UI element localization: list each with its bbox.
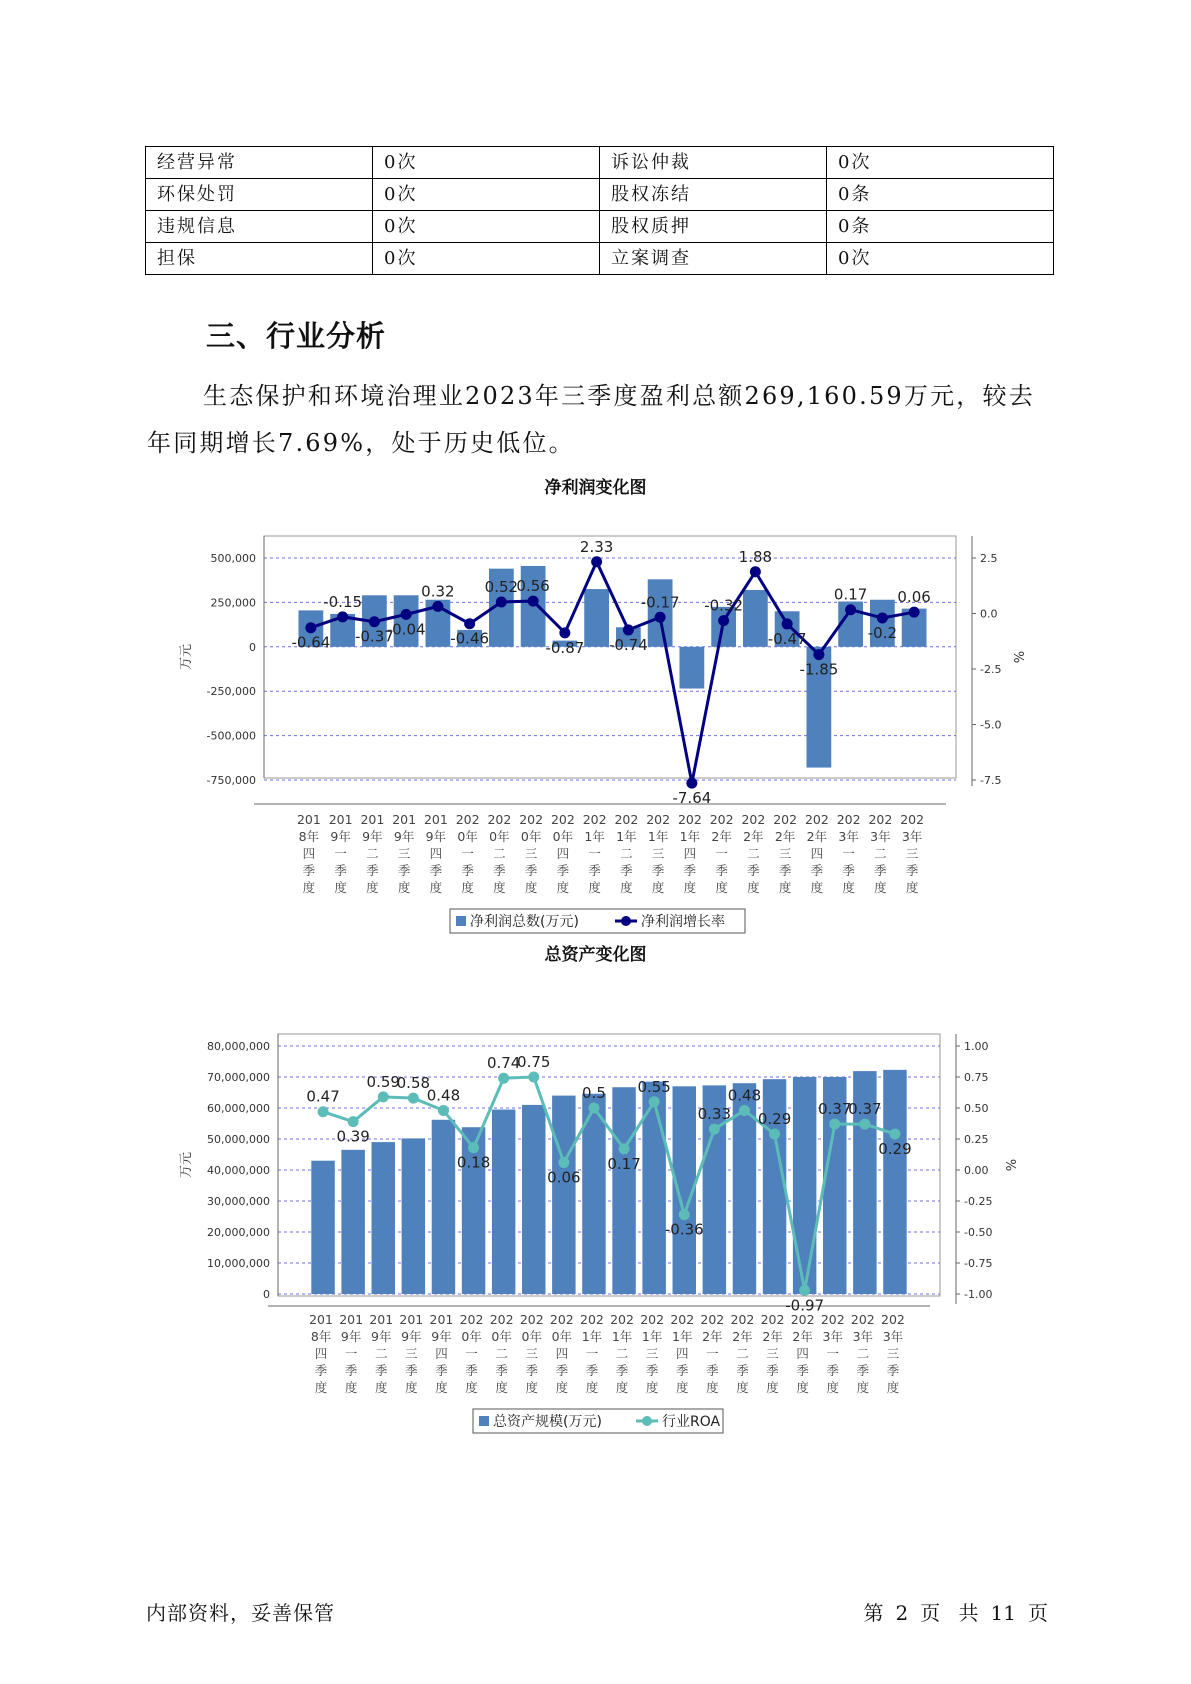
data-label: 0.32 [421,582,455,601]
data-label: -0.74 [608,635,648,654]
line-point [909,607,920,618]
line-point [588,1103,599,1114]
risk-label-cell: 股权质押 [600,211,827,243]
y-tick-label: 250,000 [210,596,256,610]
line-point [401,609,412,620]
x-tick-label: 202 2年一季度 [700,1312,725,1395]
x-tick-label: 202 0年二季度 [487,812,512,895]
y-tick-label: -750,000 [206,774,256,787]
y-tick-label: 0 [249,640,256,654]
data-label: -0.46 [450,629,490,648]
data-label: 0.52 [484,577,519,596]
y2-tick-label: 0.25 [964,1133,989,1146]
line-point [889,1129,900,1140]
footer-page-unit: 页 [920,1601,941,1625]
x-tick-label: 202 2年四季度 [790,1312,815,1395]
y-tick-label: -500,000 [206,729,256,743]
x-tick-label: 201 9年四季度 [429,1312,454,1395]
data-label: 0.18 [456,1153,491,1172]
footer-page-num: 2 [895,1601,909,1625]
legend-line-label: 净利润增长率 [641,914,725,930]
line-point [408,1093,419,1104]
y-axis-title: 万元 [179,643,194,671]
legend-line-label: 行业ROA [662,1414,721,1430]
y2-tick-label: 2.5 [980,552,998,565]
risk-value-cell: 0次 [373,147,600,179]
y-tick-label: 30,000,000 [207,1195,270,1208]
data-label: 0.58 [396,1074,431,1093]
x-tick-label: 202 3年三季度 [900,812,925,895]
x-tick-label: 202 1年三季度 [640,1312,665,1395]
y-axis-title: 万元 [179,1151,194,1179]
data-label: -0.37 [354,627,394,646]
line-point [432,601,443,612]
x-tick-label: 201 9年三季度 [392,812,417,895]
x-tick-label: 202 2年一季度 [709,812,734,895]
risk-value-cell: 0次 [827,243,1054,275]
line-point [813,649,824,660]
table-row [146,211,1054,243]
line-point [877,612,888,623]
x-tick-label: 202 0年一季度 [455,812,480,895]
bar [612,1087,635,1294]
bar [402,1138,425,1294]
section-paragraph: 生态保护和环境治理业2023年三季度盈利总额269,160.59万元，较去年同期增长7.69%，处于历史低位。 [147,382,1035,457]
risk-label-cell: 诉讼仲裁 [600,147,827,179]
x-tick-label: 202 1年二季度 [610,1312,634,1395]
x-tick-label: 201 9年二季度 [360,812,385,895]
x-tick-label: 201 9年一季度 [328,812,353,895]
chart-title-profit: 净利润变化图 [544,478,647,498]
y2-tick-label: -0.75 [964,1257,993,1270]
y2-tick-label: -0.50 [964,1226,993,1239]
risk-label-cell: 违规信息 [146,211,373,243]
bar [492,1110,515,1294]
x-tick-label: 202 1年二季度 [614,812,639,895]
y2-tick-label: -1.00 [964,1288,993,1301]
legend-bar-swatch [456,916,466,926]
y-tick-label: 0 [263,1288,270,1301]
data-label: 0.47 [306,1087,340,1106]
y-tick-label: 40,000,000 [207,1164,270,1177]
data-label: 0.74 [486,1054,521,1073]
data-label: 0.29 [757,1110,792,1129]
bar [341,1150,364,1294]
x-tick-label: 202 0年四季度 [550,812,575,895]
line-point [559,627,570,638]
line-point [623,624,634,635]
footer-total-num: 11 [990,1601,1016,1625]
bar [679,647,704,689]
line-point [464,618,475,629]
y-tick-label: 20,000,000 [207,1226,270,1239]
line-point [468,1142,479,1153]
y-tick-label: 500,000 [210,552,256,565]
data-label: 0.06 [547,1168,581,1187]
data-label: -0.47 [767,629,807,648]
data-label: -0.36 [664,1220,704,1239]
x-tick-label: 202 1年三季度 [646,812,671,895]
line-point [739,1105,750,1116]
line-point [337,611,348,622]
risk-label-cell: 环保处罚 [146,179,373,211]
line-point [769,1129,780,1140]
x-tick-label: 202 3年一季度 [836,812,861,895]
risk-label-cell: 股权冻结 [600,179,827,211]
data-label: 2.33 [579,537,614,556]
line-point [558,1157,569,1168]
data-label: 0.17 [607,1154,641,1173]
bar [883,1070,906,1294]
x-tick-label: 202 0年四季度 [549,1312,574,1395]
x-tick-label: 202 1年四季度 [677,812,702,895]
x-tick-label: 202 2年三季度 [773,812,798,895]
bar [584,589,609,647]
section-title: 三、行业分析 [206,319,387,353]
line-point [438,1105,449,1116]
y2-tick-label: -7.5 [980,774,1002,787]
line-point [845,604,856,615]
risk-value-cell: 0次 [827,147,1054,179]
data-label: -0.17 [640,593,680,612]
data-label: 1.88 [738,547,773,566]
data-label: 0.06 [897,588,931,607]
bar [522,1105,545,1294]
data-label: 0.5 [582,1084,606,1102]
x-tick-label: 202 0年一季度 [459,1312,484,1395]
data-label: 0.48 [426,1086,461,1105]
risk-value-cell: 0条 [827,179,1054,211]
legend-bar-label: 净利润总数(万元) [470,914,579,930]
line-point [655,612,666,623]
line-point [318,1106,329,1117]
legend-bar-label: 总资产规模(万元) [493,1414,602,1430]
data-label: -0.2 [867,623,898,642]
line-point [369,616,380,627]
chart-title-assets: 总资产变化图 [544,945,647,965]
risk-value-cell: 0条 [827,211,1054,243]
data-label: 0.29 [878,1140,912,1159]
x-tick-label: 201 9年二季度 [369,1312,394,1395]
bar [793,1077,816,1294]
x-tick-label: 202 3年三季度 [881,1312,905,1395]
line-point [799,1285,810,1296]
data-label: 0.55 [637,1077,671,1096]
legend-line-marker [642,1416,652,1426]
line-point [528,1072,539,1083]
data-label: -0.04 [386,620,426,639]
x-tick-label: 202 0年三季度 [519,812,544,895]
footer-total-prefix: 共 [958,1601,979,1625]
data-label: 0.37 [848,1100,882,1119]
x-tick-label: 202 2年二季度 [730,1312,755,1395]
table-row [146,243,1054,275]
y2-tick-label: 0.50 [964,1102,989,1115]
y-tick-label: 60,000,000 [207,1102,270,1115]
x-tick-label: 202 2年三季度 [760,1312,785,1395]
data-label: 0.39 [336,1127,370,1146]
line-point [498,1073,509,1084]
data-label: -7.64 [672,789,712,808]
y2-tick-label: -5.0 [980,718,1002,732]
data-label: 0.17 [833,585,868,604]
line-point [859,1119,870,1130]
data-label: 0.48 [727,1086,762,1105]
line-point [591,556,602,567]
data-label: -0.64 [291,633,331,652]
y2-axis-title: % [1010,650,1025,664]
x-tick-label: 202 3年二季度 [850,1312,875,1395]
x-tick-label: 202 2年四季度 [804,812,829,895]
y2-tick-label: 0.0 [980,607,998,621]
table-row [146,147,1054,179]
x-tick-label: 202 0年二季度 [489,1312,514,1395]
data-label: -0.15 [323,592,363,611]
line-point [649,1096,660,1107]
risk-label-cell: 经营异常 [146,147,373,179]
y-tick-label: 50,000,000 [207,1133,270,1146]
data-label: -0.87 [545,638,585,657]
data-label: 0.75 [517,1053,551,1071]
risk-label-cell: 担保 [146,243,373,275]
x-tick-label: 202 0年三季度 [519,1312,544,1395]
profit-chart [0,500,1191,930]
data-label: 0.56 [516,577,550,596]
x-tick-label: 201 9年一季度 [339,1312,364,1395]
x-tick-label: 202 3年二季度 [868,812,893,895]
table-row [146,179,1054,211]
data-label: 0.33 [697,1105,732,1124]
legend-bar-swatch [479,1416,489,1426]
plot-frame [264,536,956,778]
footer-page-prefix: 第 [863,1601,884,1625]
data-label: -1.85 [799,660,839,679]
bar [372,1142,395,1294]
line-point [709,1124,720,1135]
line-point [679,1209,690,1220]
footer-confidential: 内部资料，妥善保管 [146,1601,335,1625]
line-point [750,566,761,577]
y2-tick-label: 0.75 [964,1071,989,1084]
x-tick-label: 202 1年一季度 [582,812,607,895]
line-point [378,1091,389,1102]
data-label: 0.37 [818,1100,852,1119]
bar [743,590,768,647]
legend-line-marker [621,916,631,926]
line-point [496,596,507,607]
bar [552,1096,575,1294]
y-tick-label: 80,000,000 [207,1040,270,1053]
footer-page-info [857,1597,1054,1626]
x-tick-label: 202 3年一季度 [820,1312,845,1395]
assets-chart [0,966,1191,1430]
line-point [348,1116,359,1127]
risk-value-cell: 0次 [373,179,600,211]
line-point [782,618,793,629]
x-tick-label: 201 8年四季度 [296,812,321,895]
risk-value-cell: 0次 [373,211,600,243]
risk-value-cell: 0次 [373,243,600,275]
y-tick-label: 10,000,000 [207,1257,270,1270]
y-tick-label: 70,000,000 [207,1071,270,1084]
footer-total-unit: 页 [1028,1601,1048,1625]
y2-tick-label: -2.5 [980,663,1002,676]
risk-table [145,146,1054,275]
y2-tick-label: -0.25 [964,1195,993,1208]
bar [432,1120,455,1294]
line-point [718,615,729,626]
data-label: -0.97 [785,1296,825,1315]
x-tick-label: 201 9年四季度 [423,812,448,895]
line-point [619,1143,630,1154]
line-point [528,596,539,607]
data-label: 0.59 [366,1072,400,1091]
y-tick-label: -250,000 [206,685,256,699]
y2-tick-label: 1.00 [964,1040,989,1053]
x-tick-label: 201 8年四季度 [309,1312,333,1395]
x-tick-label: 202 1年一季度 [580,1312,604,1395]
y2-tick-label: 0.00 [964,1164,989,1177]
y2-axis-title: % [1002,1158,1017,1172]
line-point [829,1119,840,1130]
data-label: -0.32 [704,596,744,615]
bar [311,1161,334,1294]
risk-label-cell: 立案调查 [600,243,827,275]
x-tick-label: 202 2年二季度 [741,812,766,895]
line-point [305,622,316,633]
x-tick-label: 201 9年三季度 [399,1312,424,1395]
line-point [686,778,697,789]
x-tick-label: 202 1年四季度 [670,1312,695,1395]
